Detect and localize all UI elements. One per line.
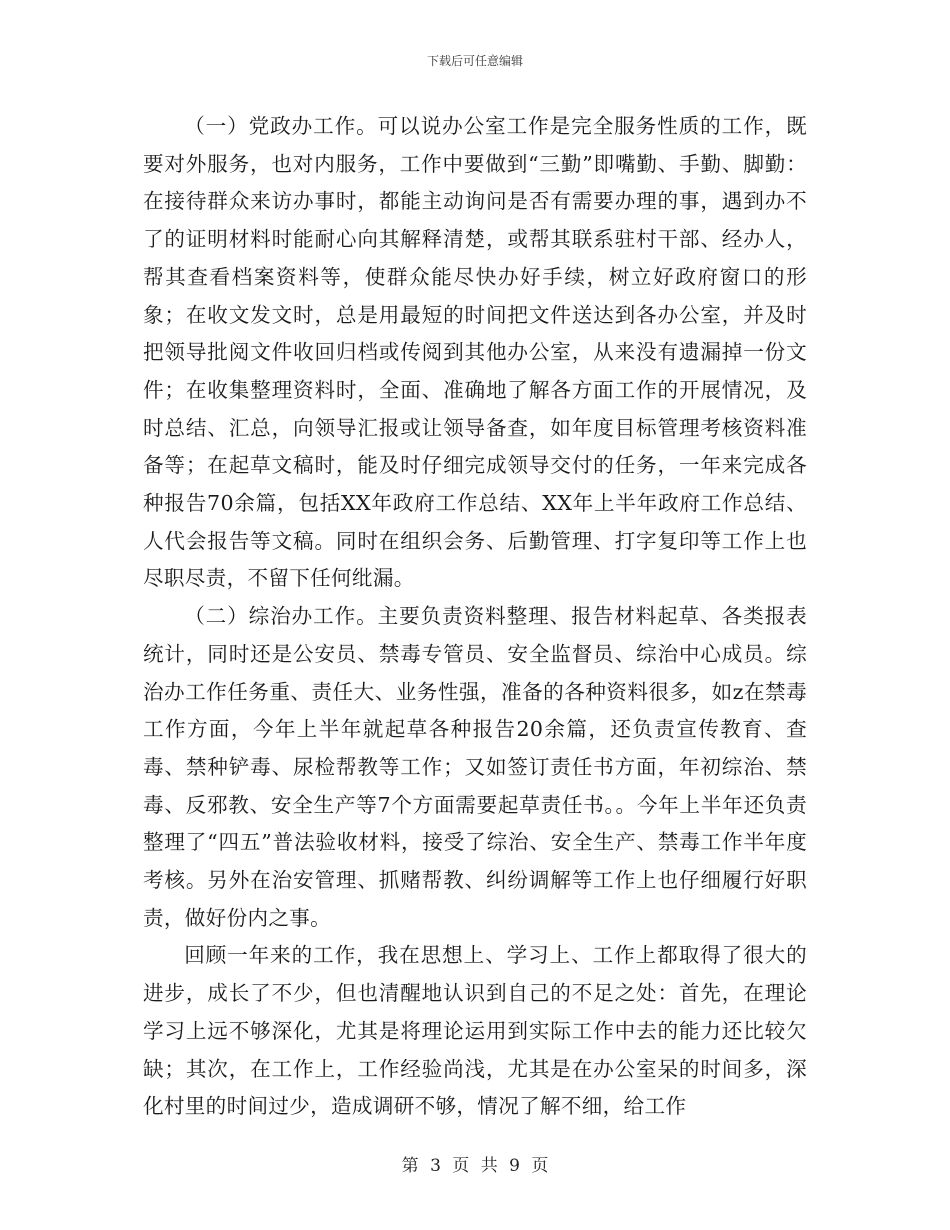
paragraph-comprehensive-governance-work: （二）综治办工作。主要负责资料整理、报告材料起草、各类报表统计，同时还是公安员、禁毒专管员、安全监督员、综治中心成员。综治办工作任务重、责任大、业务性强，准备的各种资料很多，如z在禁毒工作方面，今年上半年就起草各种报告20余篇，还负责宣传教育、查毒、禁种铲毒、尿检帮教等工作；又如签订责任书方面，年初综治、禁毒、反邪教、安全生产等7个方面需要起草责任书。。今年上半年还负责整理了“四五”普法验收材料，接受了综治、安全生产、禁毒工作半年度考核。另外在治安管理、抓赌帮教、纠纷调解等工作上也仔细履行好职责，做好份内之事。 — [143, 604, 807, 930]
paragraph-review-shortcomings: 回顾一年来的工作，我在思想上、学习上、工作上都取得了很大的进步，成长了不少，但也清醒地认识到自己的不足之处：首先，在理论学习上远不够深化，尤其是将理论运用到实际工作中去的能力还比较欠缺；其次，在工作上，工作经验尚浅，尤其是在办公室呆的时间多，深化村里的时间过少，造成调研不够，情况了解不细，给工作 — [143, 943, 807, 1119]
page-header-note: 下载后可任意编辑 — [426, 54, 523, 68]
page-number: 第 3 页 共 9 页 — [401, 1156, 549, 1176]
document-body — [143, 108, 807, 1126]
paragraph-party-office-work: （一）党政办工作。可以说办公室工作是完全服务性质的工作，既要对外服务，也对内服务，工作中要做到“三勤”即嘴勤、手勤、脚勤：在接待群众来访办事时，都能主动询问是否有需要办理的事，遇到办不了的证明材料时能耐心向其解释清楚，或帮其联系驻村干部、经办人，帮其查看档案资料等，使群众能尽快办好手续，树立好政府窗口的形象；在收文发文时，总是用最短的时间把文件送达到各办公室，并及时把领导批阅文件收回归档或传阅到其他办公室，从来没有遗漏掉一份文件；在收集整理资料时，全面、准确地了解各方面工作的开展情况，及时总结、汇总，向领导汇报或让领导备查，如年度目标管理考核资料准备等；在起草文稿时，能及时仔细完成领导交付的任务，一年来完成各种报告70余篇，包括XX年政府工作总结、XX年上半年政府工作总结、人代会报告等文稿。同时在组织会务、后勤管理、打字复印等工作上也尽职尽责，不留下任何纰漏。 — [143, 114, 807, 591]
